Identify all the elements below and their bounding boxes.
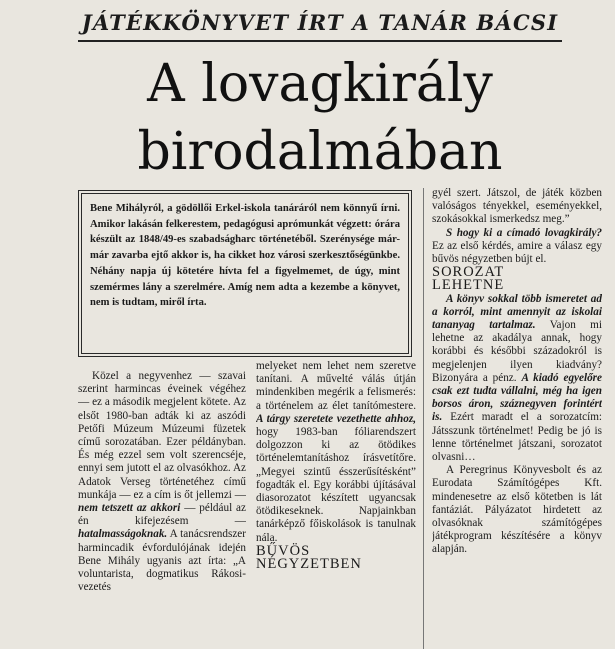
column-divider: [423, 188, 424, 649]
lead-box: [78, 190, 412, 357]
col2-text-b: hogy 1983-ban fóliarendszert dolgozzon ki az ötödikes történelemtanításhoz írásvetítőre. „Megyei szintű ésszerűsítésként” fogadták el. Egy korábbi újításával diasorozatot készített ugyancsak ötödikeseknek. Napjainkban tanárképző főiskolások is tanulnak nála.: [256, 426, 416, 544]
col3-emphasis-2: A kiadó egyelőre csak ezt tudta vállalni, még ha igen borsos áron, száznegyven forintért is.: [432, 371, 602, 424]
article-headline: [60, 50, 580, 190]
col1-text-a: Közel a negyvenhez — szavai szerint harmincas éveinek végéhez — ez a második megjelent kötete. Az elsőt 1980-ban adták ki az aszódi Petőfi Múzeum Múzeumi füzetek című sorozatában. Ezer példányban. És még ezzel sem volt szerencséje, ennyi sem jutott el az olvasókhoz. Az Adatok Verseg történetéhez című munkája — ez a cím is őt jellemzi —: [78, 370, 246, 501]
col3-subhead-2: LEHETNE: [432, 277, 505, 294]
kicker-rule: [78, 40, 562, 42]
col3-paragraph-1: gyél szert. Játszol, de játék közben valóságos tényekkel, eseményekkel, szokásokkal ismerkedsz meg.”: [432, 187, 602, 226]
col1-emphasis-1: nem tetszett az akkori: [78, 502, 181, 515]
headline-line-1: A lovagkirály: [147, 54, 493, 114]
column-1: [78, 370, 246, 649]
lead-paragraph: Bene Mihályról, a gödöllői Erkel-iskola tanáráról nem könnyű írni. Amikor lakásán felkerestem, pedagógusi aprómunkát végzett: órára készült az 1848/49-es szabadságharc történetéből. Szerénysége már-már zavarba ejtő akkor is, ha cikket hoz városi szerkesztőségünkbe. Néhány napja új kötetére hívta fel a figyelmemet, de úgy, mint szemérmes lány a szerelmére. Amíg nem adta a kezembe a könyvet, nem is tudtam, miről írta.: [90, 203, 400, 309]
column-3: [432, 187, 602, 649]
headline-line-2: birodalmában: [137, 122, 503, 182]
column-2: [256, 360, 416, 649]
col3-question: S hogy ki a címadó lovagkirály?: [446, 226, 602, 239]
col2-subhead-2: NÉGYZETBEN: [256, 556, 362, 573]
col1-paragraph-1: [78, 370, 246, 594]
col2-text-a: melyeket nem lehet nem szeretve tanítani. A művelté válás útján mindenkiben megérik a felismerés: a történelem az élet tanítómestere.: [256, 360, 416, 412]
col1-text-c: A tanácsrendszer harmincadik évfordulójának idején Bene Mihály ugyanis azt írta: „A voluntarista, dogmatikus Rákosi-vezetés: [78, 528, 246, 594]
col3-text-b: Vajon mi lehetne az akadálya annak, hogy korábbi és későbbi századokról is megjelenjen ilyen kiadvány? Bizonyára a pénz.: [432, 319, 602, 384]
col3-emphasis-1: A könyv sokkal több ismeretet ad a korról, mint amennyit az iskolai tananyag tartalmaz.: [432, 292, 602, 332]
col1-emphasis-2: hatalmasságoknak.: [78, 528, 168, 541]
col3-subhead-1: SOROZAT: [432, 264, 505, 281]
col3-answer: Ez az első kérdés, amire a válasz egy bűvös négyzetben bújt el.: [432, 239, 602, 266]
col3-text-c: Ezért maradt el a sorozatcím: Játsszunk történelmet! Pedig be jó is lenne történelmet játszani, sorozatot olvasni…: [432, 411, 602, 464]
col3-paragraph-3: [432, 293, 602, 465]
col2-paragraph-1: [256, 360, 416, 545]
col2-subhead-1: BŰVÖS: [256, 542, 311, 559]
col3-paragraph-2: [432, 227, 602, 267]
col3-paragraph-4: A Peregrinus Könyvesbolt és az Eurodata Számítógépes Kft. mindenesetre az első kötetben is lát fantáziát. Pályázatot hirdetett az olvasóknak számítógépes játékprogram készítésére a könyv alapján.: [432, 464, 602, 556]
col1-text-b: — például az én kifejezésem —: [78, 502, 246, 528]
col2-emphasis: A tárgy szeretete vezethette ahhoz,: [256, 412, 416, 425]
article-kicker: JÁTÉKKÖNYVET ÍRT A TANÁR BÁCSI: [81, 10, 559, 35]
